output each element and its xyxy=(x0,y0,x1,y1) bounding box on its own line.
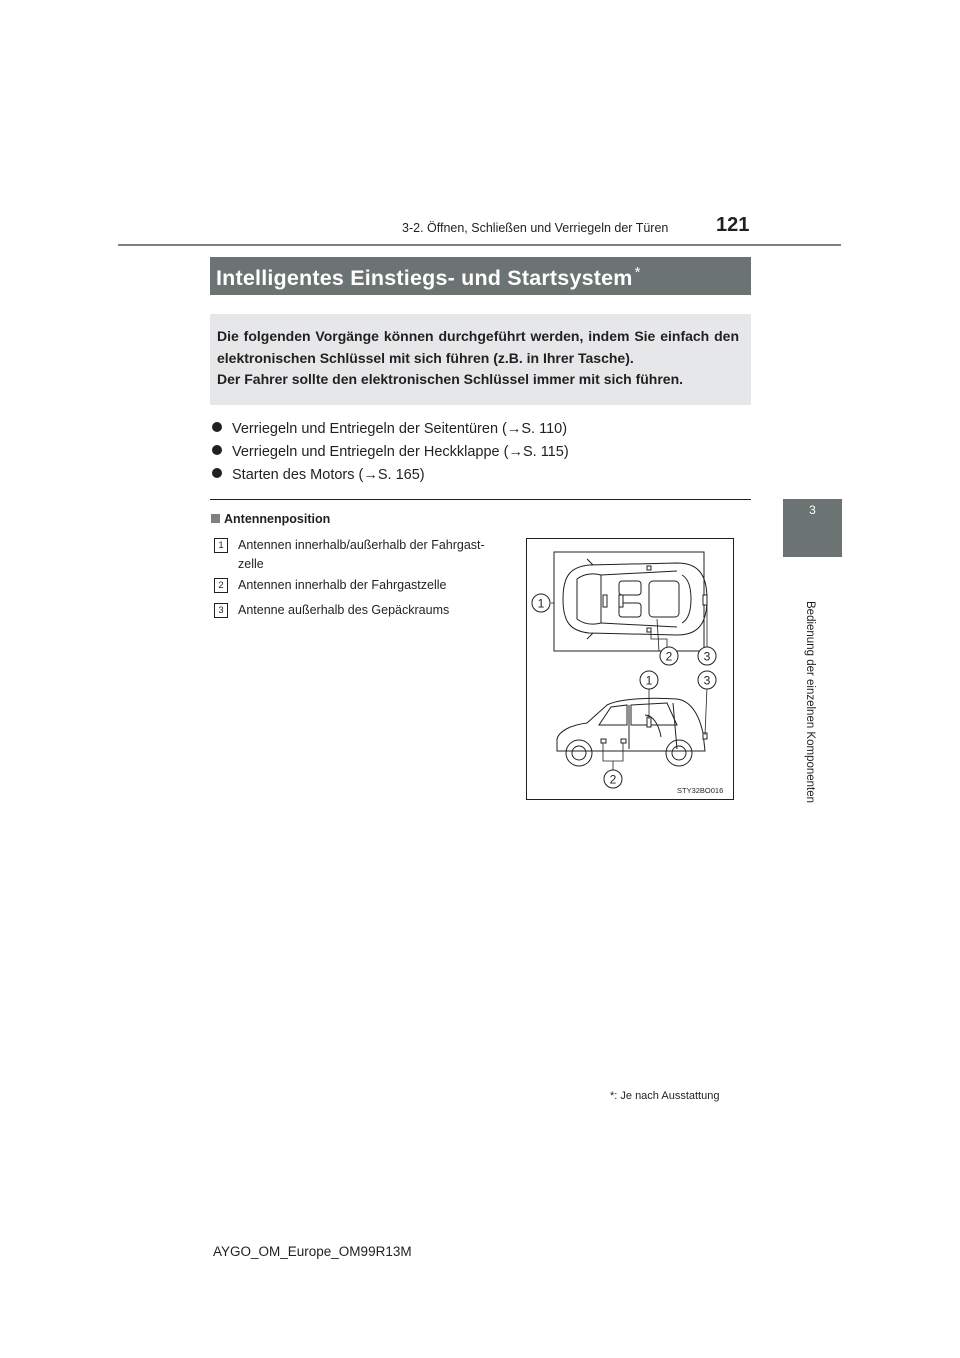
bullet-item xyxy=(212,444,569,460)
figure-callout: 1 xyxy=(537,596,545,611)
figure-callout: 3 xyxy=(703,673,711,688)
page-title-text: Intelligentes Einstiegs- und Startsystem xyxy=(216,266,633,291)
bullet-text: Verriegeln und Entriegeln der Seitentüren (→S. 110) xyxy=(232,421,568,437)
antenna-figure xyxy=(526,538,734,800)
footnote xyxy=(610,1090,719,1102)
bullet-item xyxy=(212,421,567,437)
footnote-text: : Je nach Ausstattung xyxy=(614,1090,720,1102)
bullet-item xyxy=(212,467,425,483)
bullet-dot xyxy=(212,468,222,478)
document-id: AYGO_OM_Europe_OM99R13M xyxy=(213,1244,412,1259)
side-leaders xyxy=(603,687,707,771)
figure-callout: 2 xyxy=(665,649,673,664)
antenna-item-text: Antenne außerhalb des Gepäckraums xyxy=(238,603,450,617)
footnote-marker: * xyxy=(610,1090,615,1102)
antenna-item-line: Antennen innerhalb/außerhalb der Fahrgast- xyxy=(238,538,485,552)
header-divider xyxy=(118,244,841,246)
bullet-text: Starten des Motors (→S. 165) xyxy=(232,467,425,483)
figure-code: STY32BO016 xyxy=(677,786,724,795)
figure-callout: 1 xyxy=(645,673,653,688)
intro-text xyxy=(217,326,739,391)
section-title: 3-2. Öffnen, Schließen und Verriegeln der Türen xyxy=(402,221,669,235)
antenna-item-line: zelle xyxy=(238,557,264,571)
top-leaders xyxy=(551,599,707,651)
subsection-heading xyxy=(211,512,330,526)
bullet-dot xyxy=(212,422,222,432)
antenna-item-text: Antennen innerhalb der Fahrgastzelle xyxy=(238,578,447,592)
subsection-divider xyxy=(210,499,751,500)
intro-line-1: Die folgenden Vorgänge können durchgeführt werden, indem Sie einfach den elektronischen Schlüssel mit sich führen (z.B. in Ihrer Tasche). xyxy=(217,328,739,366)
figure-callout: 3 xyxy=(703,649,711,664)
page-title xyxy=(216,264,641,291)
car-side-view xyxy=(557,698,705,766)
callout-number: 2 xyxy=(214,578,228,593)
bullet-text: Verriegeln und Entriegeln der Heckklappe (→S. 115) xyxy=(232,444,569,460)
intro-line-2: Der Fahrer sollte den elektronischen Schlüssel immer mit sich führen. xyxy=(217,371,684,387)
subsection-heading-text: Antennenposition xyxy=(224,512,331,526)
antenna-item xyxy=(214,536,514,576)
callout-number: 1 xyxy=(214,538,228,553)
antenna-item-text xyxy=(238,536,485,574)
bullet-dot xyxy=(212,445,222,455)
figure-callout: 2 xyxy=(609,772,617,787)
callout-number: 3 xyxy=(214,603,228,618)
top-callouts xyxy=(532,594,716,665)
antenna-item xyxy=(214,576,514,596)
chapter-tab-number: 3 xyxy=(809,503,816,517)
car-top-view xyxy=(563,559,707,639)
square-bullet-icon xyxy=(211,514,220,523)
car-antenna-diagram xyxy=(527,539,733,799)
side-antennas xyxy=(601,717,707,743)
page-number: 121 xyxy=(716,214,750,236)
side-callouts xyxy=(604,671,716,788)
title-footnote-marker: * xyxy=(634,264,641,281)
antenna-item xyxy=(214,601,514,621)
chapter-side-label: Bedienung der einzelnen Komponenten xyxy=(804,601,816,804)
